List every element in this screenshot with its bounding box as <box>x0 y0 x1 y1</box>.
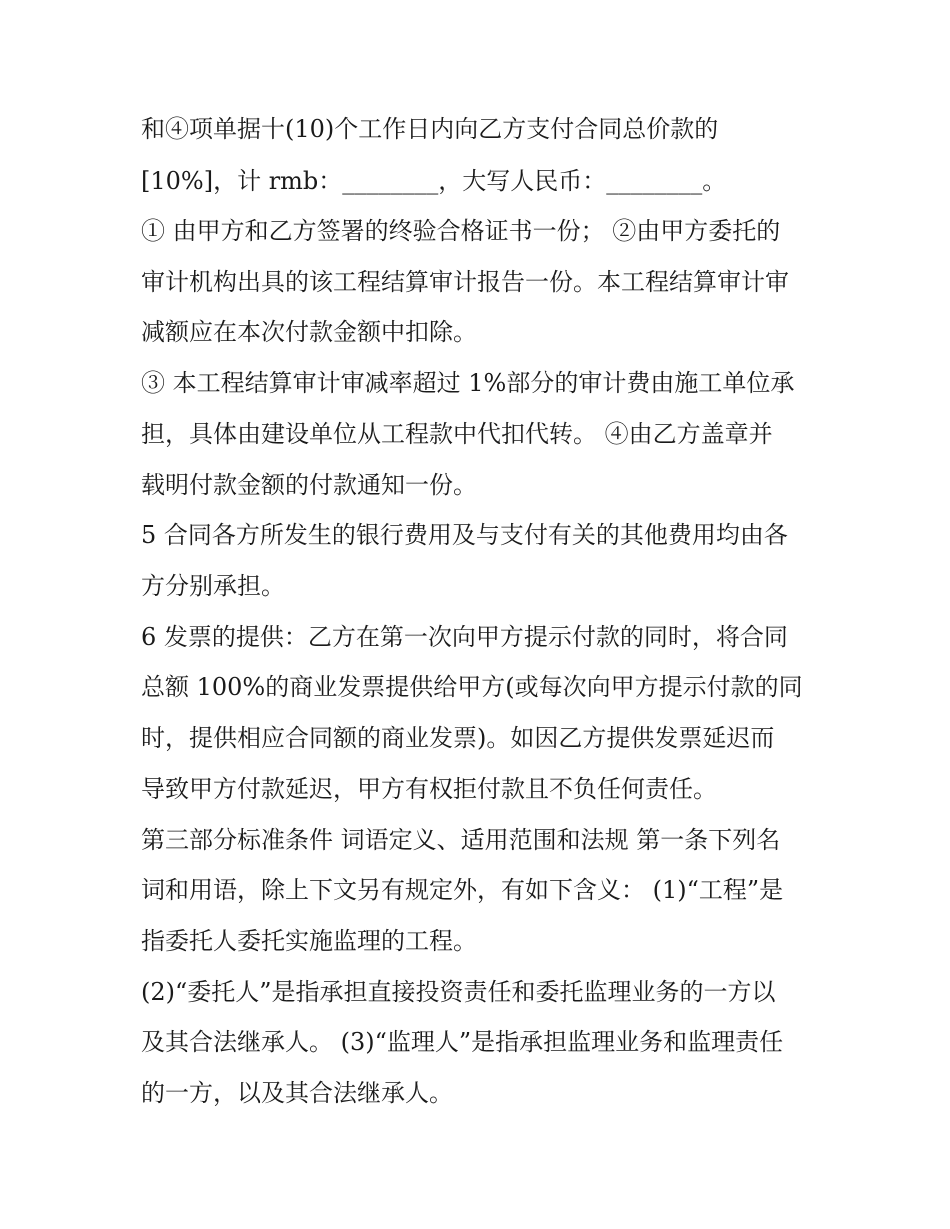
text-line: ① 由甲方和乙方签署的终验合格证书一份； ②由甲方委托的 <box>141 217 781 245</box>
text-line: 5 合同各方所发生的银行费用及与支付有关的其他费用均由各 <box>141 521 788 549</box>
text-line: 词和用语，除上下文另有规定外，有如下含义： (1)“工程”是 <box>141 876 784 904</box>
text-line: 审计机构出具的该工程结算审计报告一份。本工程结算审计审 <box>141 268 789 296</box>
text-line: 第三部分标准条件 词语定义、适用范围和法规 第一条下列名 <box>141 826 781 854</box>
text-line: 减额应在本次付款金额中扣除。 <box>141 318 477 346</box>
text-line: 导致甲方付款延迟，甲方有权拒付款且不负任何责任。 <box>141 775 717 803</box>
text-line: 时，提供相应合同额的商业发票)。如因乙方提供发票延迟而 <box>141 724 775 752</box>
text-line: (2)“委托人”是指承担直接投资责任和委托监理业务的一方以 <box>141 978 776 1006</box>
text-line: 的一方，以及其合法继承人。 <box>141 1079 453 1107</box>
text-line: 及其合法继承人。 (3)“监理人”是指承担监理业务和监理责任 <box>141 1028 784 1056</box>
text-line: [10%]，计 rmb：________，大写人民币：________。 <box>141 167 727 195</box>
text-line: 总额 100%的商业发票提供给甲方(或每次向甲方提示付款的同 <box>141 673 803 701</box>
text-line: 指委托人委托实施监理的工程。 <box>141 927 477 955</box>
text-line: ③ 本工程结算审计审减率超过 1%部分的审计费由施工单位承 <box>141 369 795 397</box>
text-line: 和④项单据十(10)个工作日内向乙方支付合同总价款的 <box>141 115 719 143</box>
text-line: 6 发票的提供：乙方在第一次向甲方提示付款的同时，将合同 <box>141 623 788 651</box>
text-line: 载明付款金额的付款通知一份。 <box>141 471 477 499</box>
text-line: 方分别承担。 <box>141 572 285 600</box>
text-line: 担，具体由建设单位从工程款中代扣代转。 ④由乙方盖章并 <box>141 420 773 448</box>
